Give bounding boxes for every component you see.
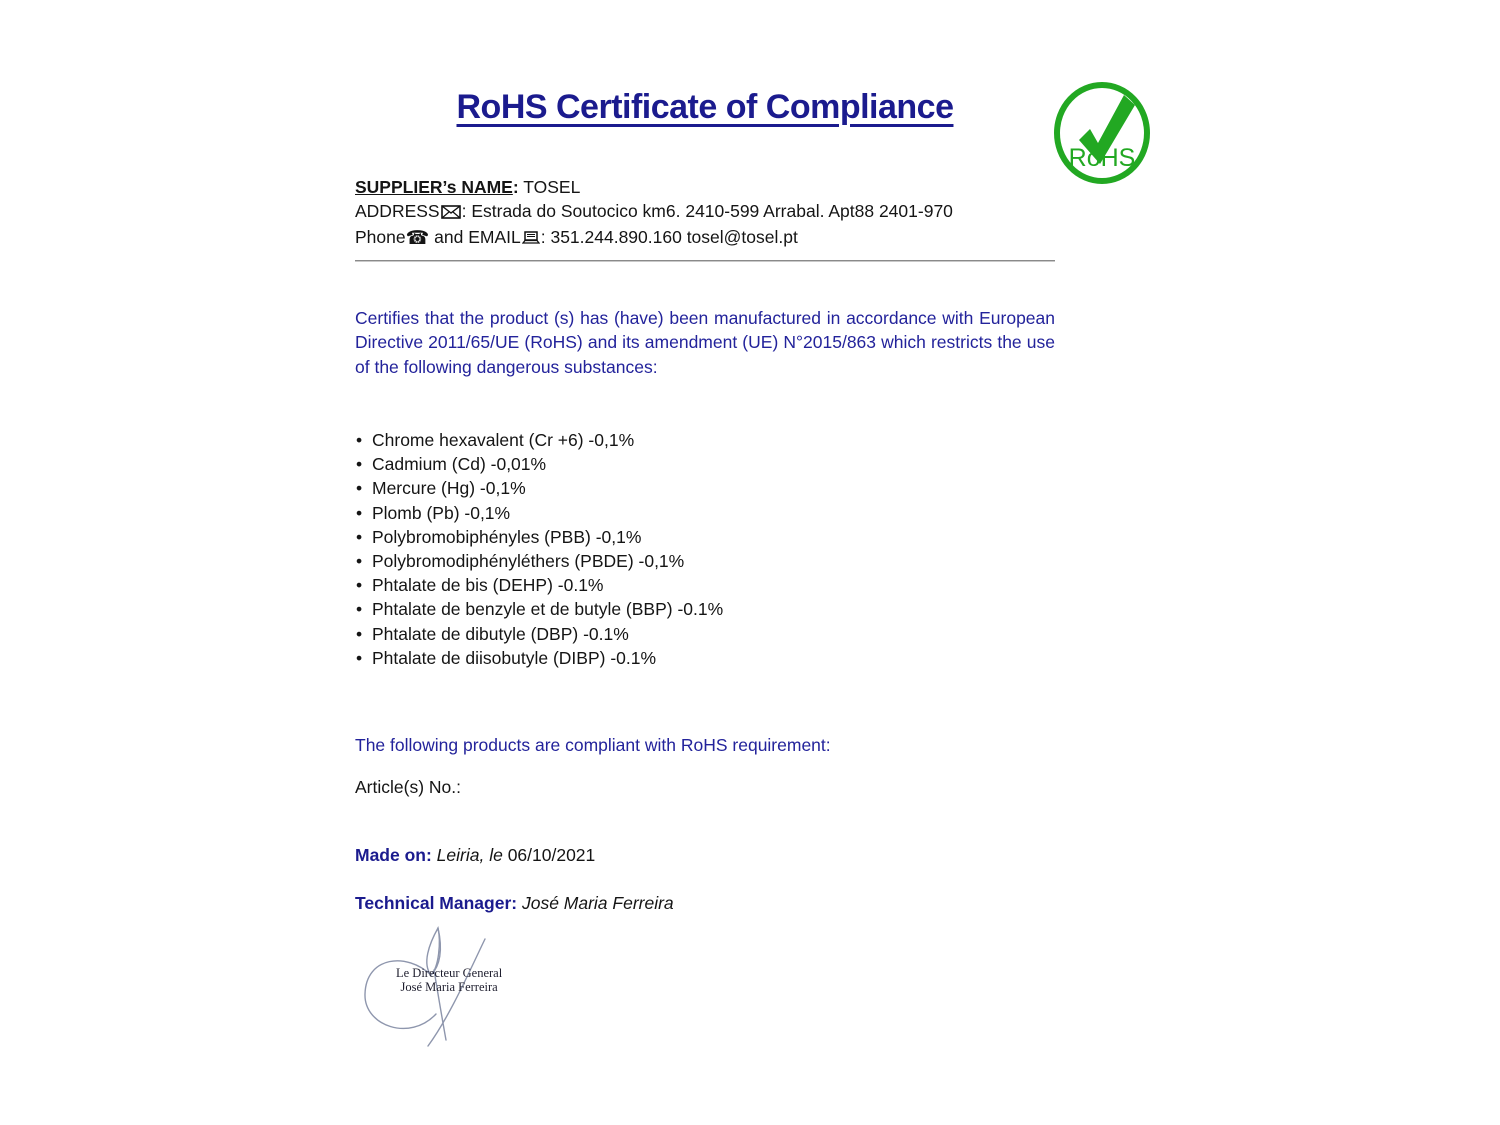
phone-label: Phone [355,227,406,247]
bullet-glyph: • [356,430,363,450]
list-item [356,525,723,549]
technical-manager-line [355,893,674,914]
substance-text: Phtalate de benzyle et de butyle (BBP) -0.1% [372,599,724,620]
substance-text: Phtalate de diisobutyle (DIBP) -0.1% [372,647,657,668]
supplier-name-label: SUPPLIER’s NAME [355,177,513,197]
substance-text: Cadmium (Cd) -0,01% [372,454,547,475]
bullet-glyph: • [356,502,363,523]
substance-text: Phtalate de dibutyle (DBP) -0.1% [372,623,629,644]
supplier-contact-line [355,225,953,251]
bullet-glyph: • [356,551,363,572]
bullet-glyph: • [356,575,363,596]
svg-text:RoHS: RoHS [1068,144,1136,172]
substance-text: Polybromobiphényles (PBB) -0,1% [372,526,642,547]
supplier-info [355,175,953,251]
phone-icon: ☎ [405,228,430,249]
email-label: and EMAIL [429,227,521,247]
made-on-label: Made on: [355,845,432,865]
list-item [356,549,723,573]
technical-manager-name: José Maria Ferreira [517,893,674,913]
list-item [356,573,723,597]
supplier-name-colon: : [512,177,519,197]
compliance-statement: Certifies that the product (s) has (have) been manufactured in accordance with European Directive 2011/65/UE (RoHS) and its amendment (UE) N°2015/863 which restricts the use of the following dangerous substances: [355,308,1055,377]
list-item [356,452,723,476]
bullet-glyph: • [356,526,363,547]
technical-manager-label: Technical Manager: [355,893,518,913]
page-title: RoHS Certificate of Compliance [456,88,954,126]
list-item [356,428,723,452]
horizontal-divider [355,260,1055,262]
list-item [356,622,723,646]
envelope-icon [441,201,461,225]
bullet-glyph: • [356,623,363,644]
rohs-logo [1052,82,1152,184]
list-item [356,476,723,500]
address-label: ADDRESS [355,201,440,221]
substance-text: Polybromodiphényléthers (PBDE) -0,1% [372,551,685,572]
stamp-line-1: Le Directeur General [396,966,503,980]
list-item [356,597,723,621]
made-on-place: Leiria, le [431,845,508,865]
bullet-glyph: • [356,599,363,620]
list-item [356,646,723,670]
contact-value: : 351.244.890.160 tosel@tosel.pt [540,227,798,247]
substance-text: Plomb (Pb) -0,1% [372,502,511,523]
computer-icon [522,227,540,251]
articles-number-label: Article(s) No.: [355,777,461,797]
substances-list [356,428,723,670]
rohs-checkmark-icon [1052,82,1152,184]
compliance-products-line: The following products are compliant with RoHS requirement: [355,735,831,755]
made-on-line [355,845,595,866]
stamp-text [396,966,502,994]
address-value: : Estrada do Soutocico km6. 2410-599 Arrabal. Apt88 2401-970 [461,201,953,221]
substance-text: Chrome hexavalent (Cr +6) -0,1% [372,430,635,450]
stamp-line-2: José Maria Ferreira [400,980,498,994]
supplier-name-line [355,175,953,199]
supplier-name-value: TOSEL [518,177,581,197]
bullet-glyph: • [356,647,363,668]
made-on-date: 06/10/2021 [507,845,596,865]
list-item [356,501,723,525]
bullet-glyph: • [356,478,363,499]
supplier-address-line [355,199,953,225]
substance-text: Mercure (Hg) -0,1% [372,478,526,499]
substance-text: Phtalate de bis (DEHP) -0.1% [372,575,604,596]
bullet-glyph: • [356,454,363,475]
